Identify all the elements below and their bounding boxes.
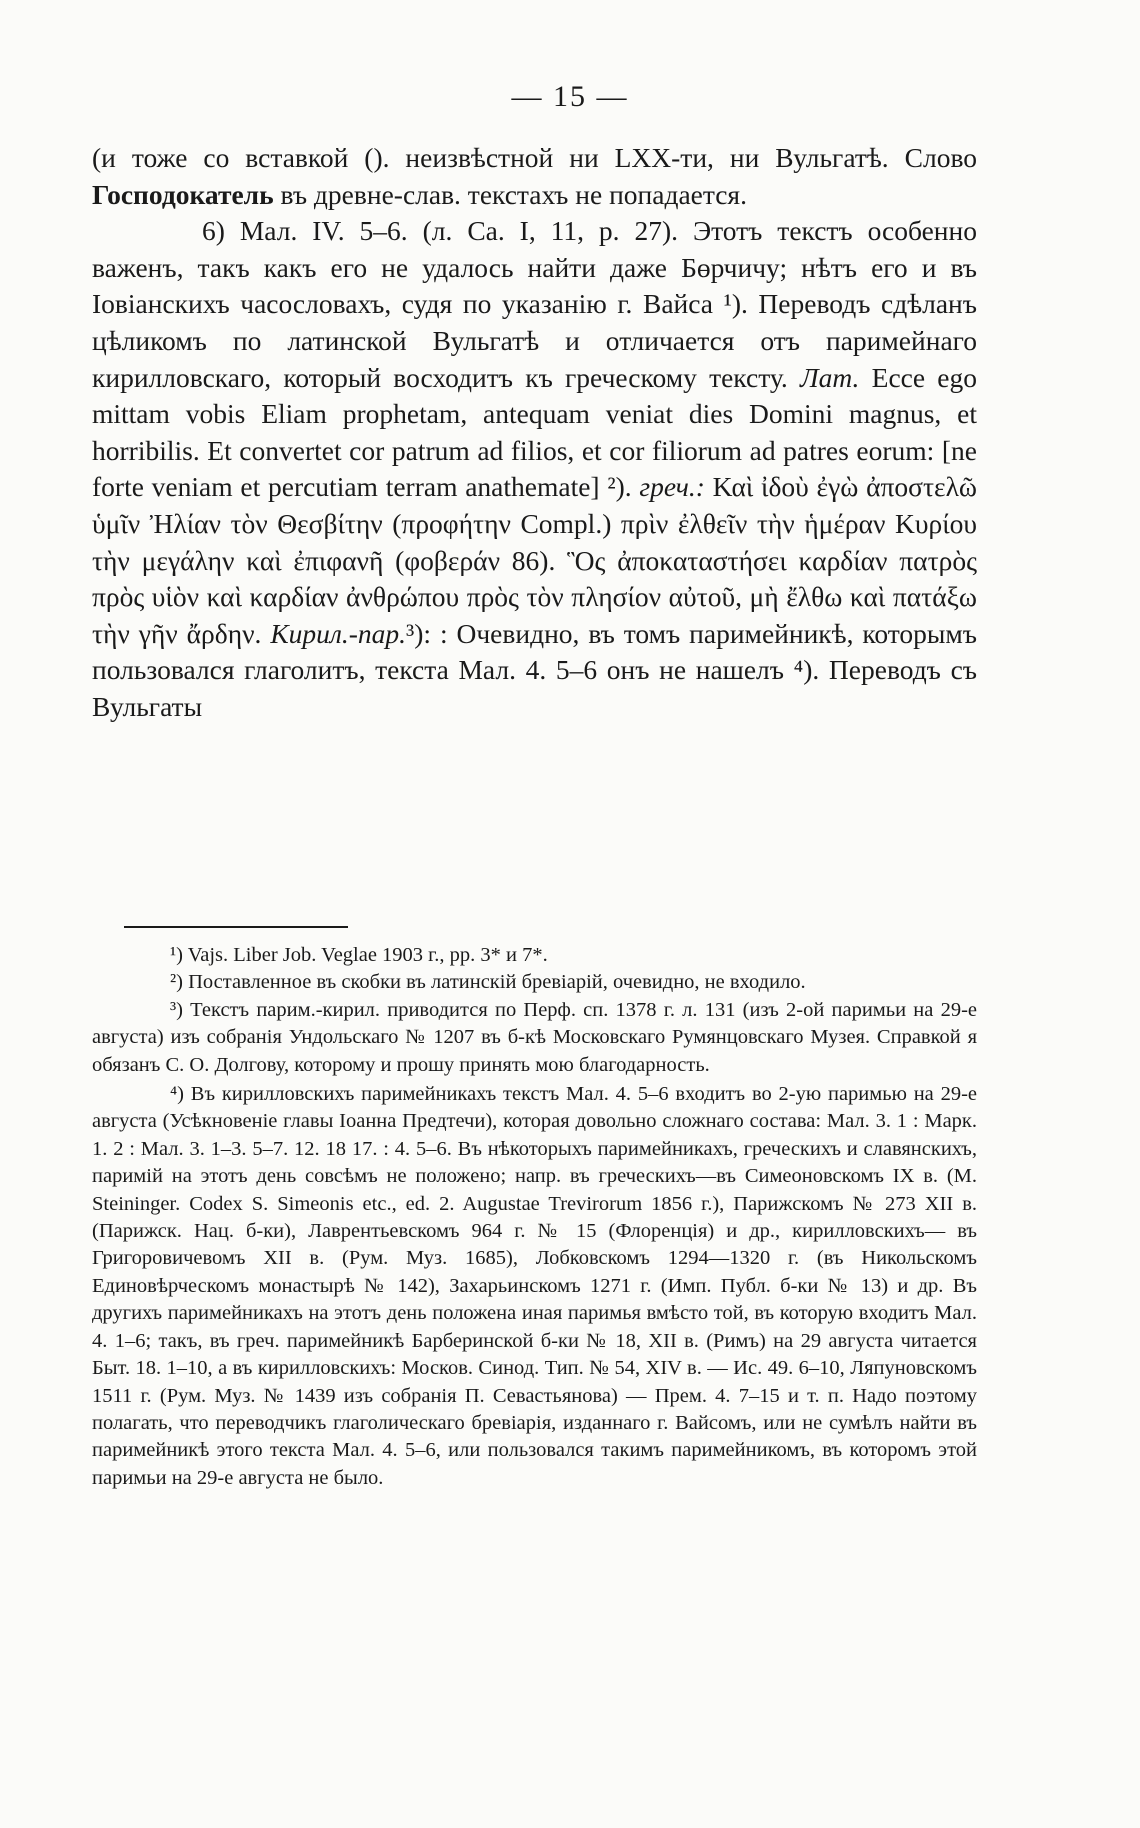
slavonic-word: Господокатель: [92, 178, 274, 210]
latin-quote: Ecce ego mittam vobis Eliam prophetam, antequam veniat dies Domini magnus, et horribilis. Et convertet cor patrum ad filios, et cor filiorum ad patres eorum: [ne forte veniam et percutiam terram anathemate] ²).: [92, 361, 977, 503]
footnote-2: ²) Поставленное въ скобки въ латинскій бревіарій, очевидно, не входило.: [170, 971, 806, 994]
main-text: [92, 140, 977, 726]
text-run: (: [92, 142, 102, 173]
text-run: ). неизвѣстной ни LXX-ти, ни Вульгатѣ. Слово: [373, 142, 977, 173]
text-run: (л. Са. I, 11, р. 27). Этотъ текстъ особенно важенъ, такъ какъ его не удалось найти даже Бөрчичу; нѣтъ его и въ Іовіанскихъ часословахъ, судя по указанію г. Вайса ¹). Переводъ сдѣланъ цѣликомъ по латинской Вульгатѣ и отличается отъ паримейнаго кирилловскаго, который восходитъ къ греческому тексту.: [92, 215, 977, 393]
paragraph-6: [92, 213, 977, 725]
text-run: ³):: [406, 617, 432, 649]
greek-label: греч.:: [639, 471, 705, 503]
paragraph-continuation: [92, 140, 977, 213]
footnote-4: ⁴) Въ кирилловскихъ паримейникахъ текстъ Мал. 4. 5–6 входитъ во 2-ую паримью на 29-е августа (Усѣкновеніе главы Іоанна Предтечи), которая довольно сложнаго состава: Мал. 3. 1 : Марк. 1. 2 : Мал. 3. 1–3. 5–7. 12. 18 17. : 4. 5–6. Въ нѣкоторыхъ паримейникахъ, греческихъ и славянскихъ, паримій на этотъ день совсѣмъ не положено; напр. въ греческихъ—въ Симеоновскомъ IX в. (M. Steininger. Codex S. Simeonis etc., ed. 2. Augustae Trevirorum 1856 г.), Парижскомъ № 273 XII в. (Парижск. Нац. б-ки), Лаврентьевскомъ 964 г. № 15 (Флоренція) и др., кирилловскихъ— въ Григоровичевомъ XII в. (Рум. Муз. 1685), Лобковскомъ 1294—1320 г. (въ Никольскомъ Единовѣрческомъ монастырѣ № 142), Захарьинскомъ 1271 г. (Имп. Публ. б-ки № 13) и др. Въ другихъ паримейникахъ на этотъ день положена иная паримья вмѣсто той, въ которую входитъ Мал. 4. 1–6; такъ, въ греч. паримейникѣ Барберинской б-ки № 18, XII в. (Римъ) на 29 августа читается Быт. 18. 1–10, а въ кирилловскихъ: Москов. Синод. Тип. № 54, XIV в. — Ис. 49. 6–10, Ляпуновскомъ 1511 г. (Рум. Муз. № 1439 изъ собранія П. Севастьянова) — Прем. 4. 7–15 и т. п. Надо поэтому полагать, что переводчикъ глаголическаго бревіарія, изданнаго г. Вайсомъ, или не сумѣлъ найти въ паримейникѣ этого текста Мал. 4. 5–6, или пользовался такимъ паримейникомъ, въ которомъ этой паримьи на 29-е августа не было.: [92, 1083, 977, 1489]
page-number: — 15 —: [511, 80, 629, 113]
footnote-1: ¹) Vajs. Liber Job. Veglae 1903 г., pp. 3* и 7*.: [170, 944, 548, 966]
footnotes: [92, 942, 977, 1492]
footnote-3: ³) Текстъ парим.-кирил. приводится по Перф. сп. 1378 г. л. 131 (изъ 2-ой паримьи на 29-е августа) изъ собранія Ундольскаго № 1207 въ б-кѣ Московскаго Румянцовскаго Музея. Справкой я обязанъ С. О. Долгову, которому и прошу принять мою благодарность.: [92, 998, 977, 1076]
footnote-divider: [124, 926, 348, 928]
text-run: и тоже со вставкой (: [101, 142, 374, 173]
latin-label: Лат.: [799, 361, 860, 393]
cyrillic-paremia-label: Кирил.-пар.: [270, 617, 406, 649]
text-run: въ древне-слав. текстахъ не попадается.: [280, 178, 747, 210]
text-run: : Очевидно, въ томъ паримейникѣ, которымъ пользовался глаголитъ, текста Мал. 4. 5–6 онъ не нашелъ ⁴). Переводъ съ Вульгаты: [92, 617, 977, 722]
greek-quote: Καὶ ἰδοὺ ἐγὼ ἀποστελῶ ὑμῖν Ἠλίαν τὸν Θεσβίτην (προφήτην Compl.) πρὶν ἐλθεῖν τὴν ἡμέραν Κυρίου τὴν μεγάλην καὶ ἐπιφανῆ (φοβεράν 86). Ὃς ἀποκαταστήσει καρδίαν πατρὸς πρὸς υἱὸν καὶ καρδίαν ἀνθρώπου πρὸς τὸν πλησίον αὐτοῦ, μὴ ἔλθω καὶ πατάξω τὴν γῆν ἄρδην.: [92, 471, 977, 649]
text-run: 6) Мал. IV. 5–6.: [202, 215, 408, 247]
